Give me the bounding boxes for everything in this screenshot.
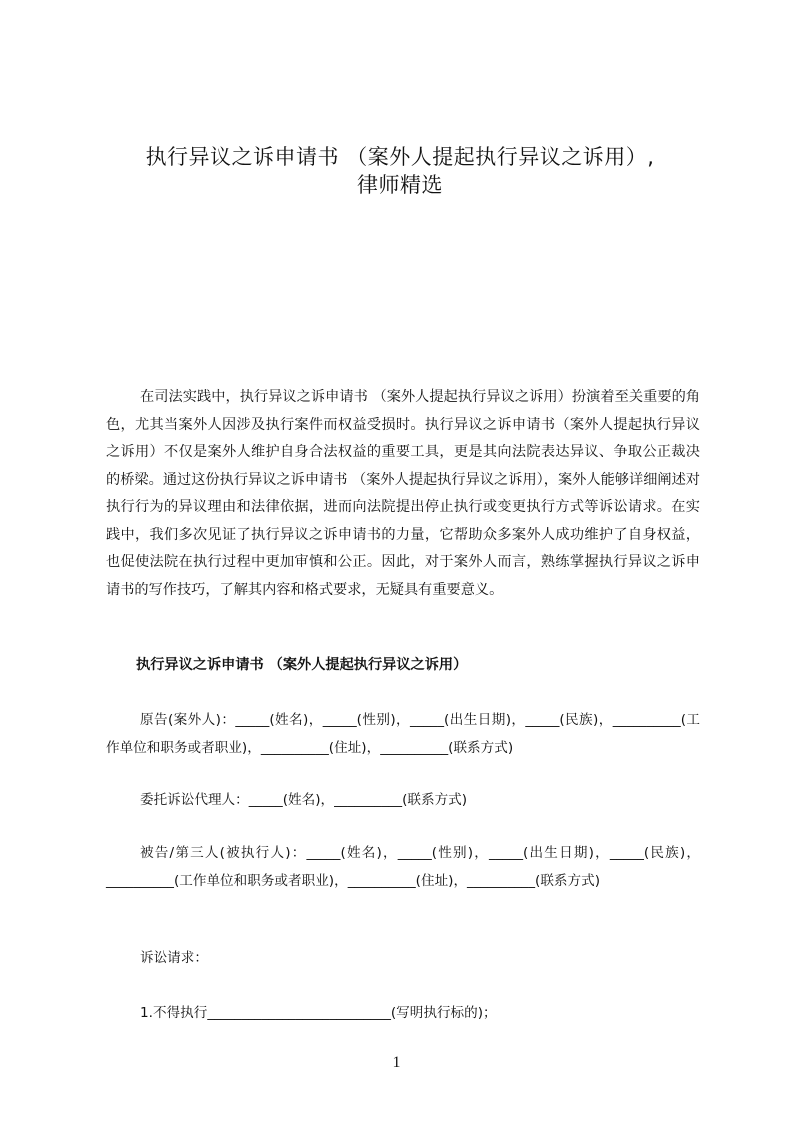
- claim-item-1: 1.不得执行___________________________(写明执行标的)；: [140, 1005, 497, 1021]
- agent-info-line: 委托诉讼代理人：_____(姓名)，__________(联系方式): [140, 792, 468, 808]
- claims-label: 诉讼请求：: [140, 950, 208, 966]
- section-heading: 执行异议之诉申请书 （案外人提起执行异议之诉用）: [136, 657, 468, 673]
- document-title-line-2: 律师精选: [357, 173, 443, 197]
- document-title-line-1: 执行异议之诉申请书 （案外人提起执行异议之诉用）,: [145, 145, 655, 169]
- intro-paragraph: 在司法实践中，执行异议之诉申请书 （案外人提起执行异议之诉用）扮演着至关重要的角色，尤其当案外人因涉及执行案件而权益受损时。执行异议之诉申请书（案外人提起执行异议之诉用）不仅是案外人维护自身合法权益的重要工具，更是其向法院表达异议、争取公正裁决的桥梁。通过这份执行异议之诉申请书 （案外人提起执行异议之诉用），案外人能够详细阐述对执行行为的异议理由和法律依据，进而向法院提出停止执行或变更执行方式等诉讼请求。在实践中，我们多次见证了执行异议之诉申请书的力量，它帮助众多案外人成功维护了自身权益，也促使法院在执行过程中更加审慎和公正。因此，对于案外人而言，熟练掌握执行异议之诉申请书的写作技巧，了解其内容和格式要求，无疑具有重要意义。: [106, 389, 700, 598]
- page-number: 1: [392, 1054, 401, 1071]
- plaintiff-info-line: 原告(案外人)：_____(姓名)，_____(性别)，_____(出生日期)，_____(民族)，__________(工作单位和职务或者职业)，__________(住址)，__________(联系方式): [106, 712, 700, 756]
- defendant-info-line: 被告/第三人(被执行人)：_____(姓名)，_____(性别)，_____(出生日期)，_____(民族)，__________(工作单位和职务或者职业)，__________(住址)，__________(联系方式): [106, 845, 700, 889]
